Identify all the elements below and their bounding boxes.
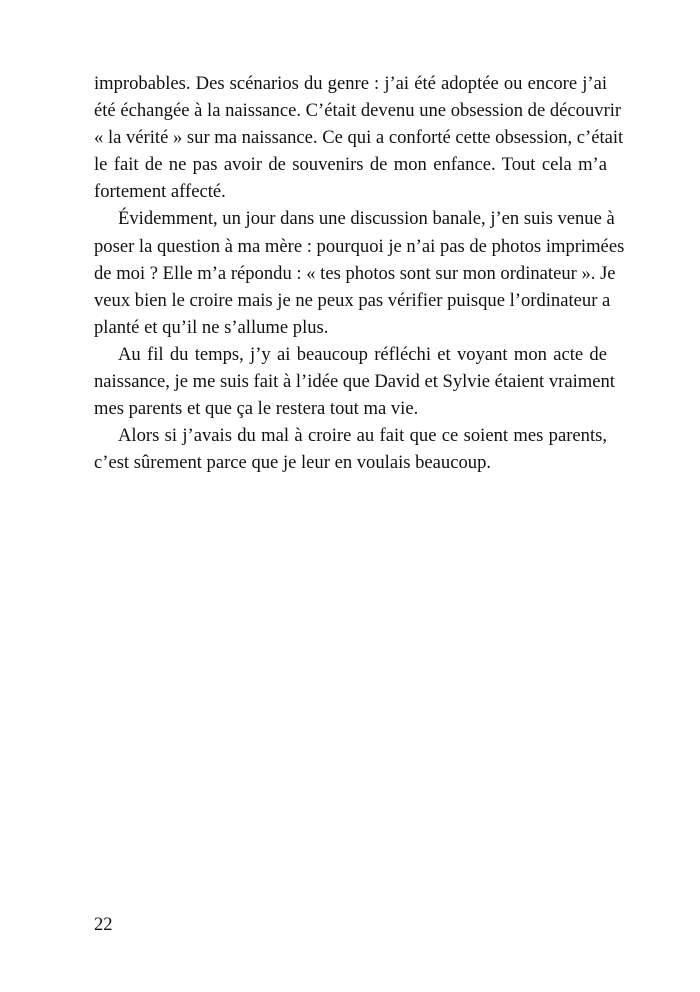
- text-line: c’est sûrement parce que je leur en voulais beaucoup.: [94, 452, 492, 474]
- text-line: Alors si j’avais du mal à croire au fait que ce soient mes parents,: [118, 425, 607, 447]
- text-line: fortement affecté.: [94, 181, 226, 203]
- text-line: improbables. Des scénarios du genre : j’ai été adoptée ou encore j’ai: [94, 73, 607, 94]
- body-text: [94, 70, 625, 476]
- paragraph-3: [94, 341, 615, 422]
- text-line: Au fil du temps, j’y ai beaucoup réfléchi et voyant mon acte de: [118, 343, 607, 365]
- text-line: naissance, je me suis fait à l’idée que David et Sylvie étaient vraiment: [94, 371, 615, 393]
- text-line: poser la question à ma mère : pourquoi je n’ai pas de photos imprimées: [94, 235, 625, 257]
- text-line: de moi ? Elle m’a répondu : « tes photos sont sur mon ordinateur ». Je: [94, 262, 616, 284]
- text-line: planté et qu’il ne s’allume plus.: [94, 316, 329, 338]
- text-line: « la vérité » sur ma naissance. Ce qui a conforté cette obsession, c’était: [94, 127, 624, 149]
- text-line: veux bien le croire mais je ne peux pas vérifier puisque l’ordinateur a: [94, 289, 611, 311]
- text-line: mes parents et que ça le restera tout ma vie.: [94, 398, 419, 420]
- paragraph-1: [94, 70, 624, 205]
- paragraph-2: [94, 205, 625, 340]
- text-line: le fait de ne pas avoir de souvenirs de mon enfance. Tout cela m’a: [94, 154, 607, 176]
- text-line: Évidemment, un jour dans une discussion banale, j’en suis venue à: [118, 208, 615, 230]
- paragraph-4: [94, 422, 607, 476]
- page-number: 22: [94, 914, 113, 935]
- text-line: été échangée à la naissance. C’était devenu une obsession de découvrir: [94, 100, 622, 122]
